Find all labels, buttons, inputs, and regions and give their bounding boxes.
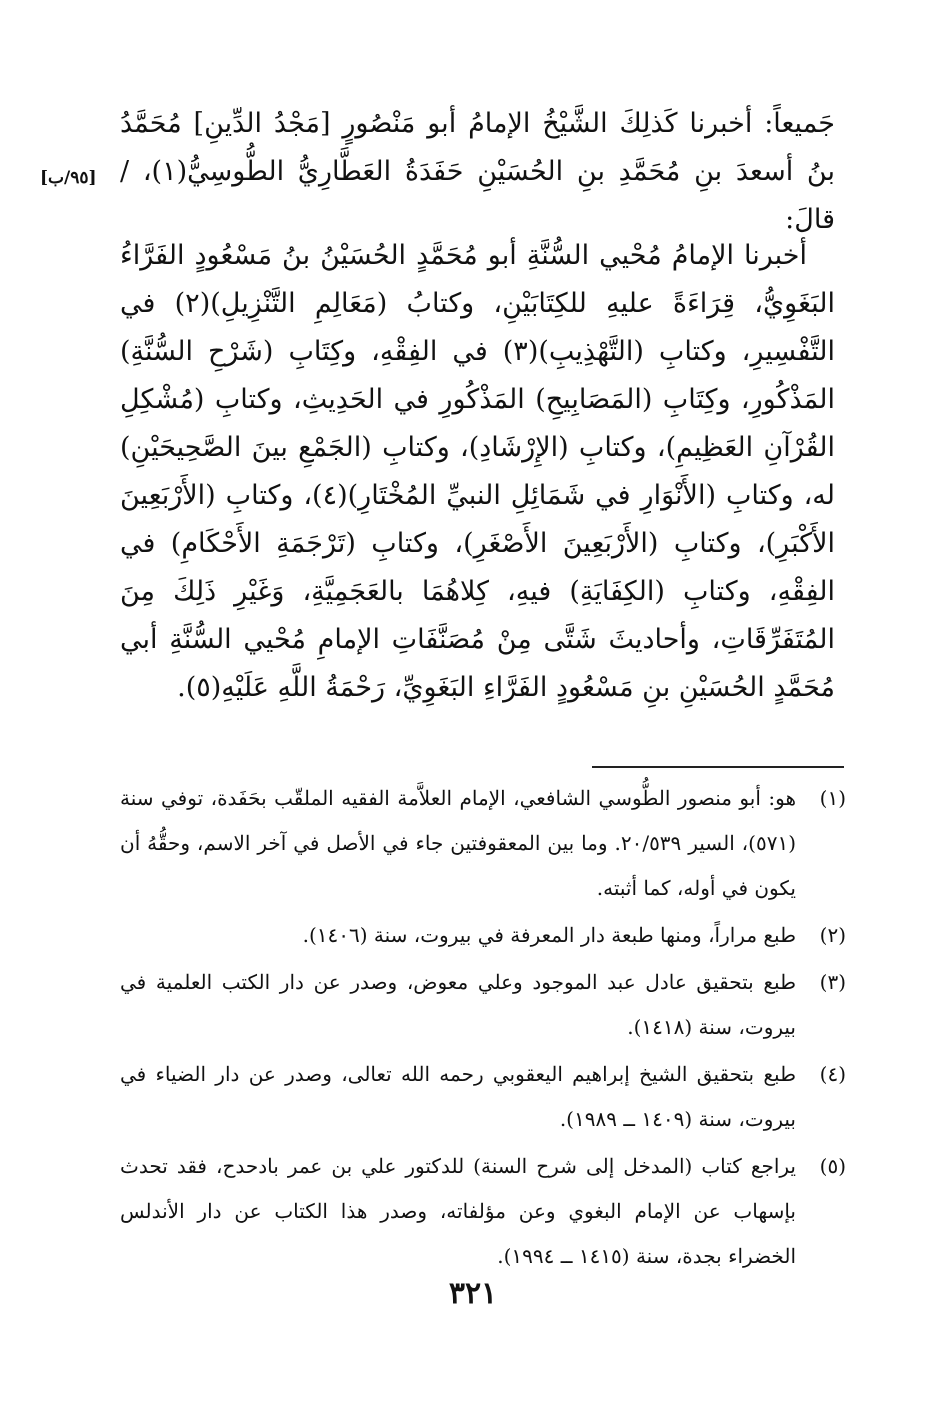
footnotes-list [120, 776, 846, 1281]
footnote-number: (٥) [819, 1154, 846, 1178]
footnote-item [120, 960, 846, 1050]
footnote-text: يراجع كتاب (المدخل إلى شرح السنة) للدكتور علي بن عمر بادحدح، فقد تحدث بإسهاب عن الإمام البغوي وعن مؤلفاته، وصدر هذا الكتاب عن دار الأندلس الخضراء بجدة، سنة (١٤١٥ ــ ١٩٩٤). [120, 1154, 796, 1268]
footnote-number: (٣) [819, 970, 846, 994]
footnote-item [120, 776, 846, 911]
folio-marker: [٩٥/ب] [40, 168, 97, 188]
footnote-text: هو: أبو منصور الطُّوسي الشافعي، الإمام العلاَّمة الفقيه الملقّب بحَفَدة، توفي سنة (٥٧١)، السير ٢٠/٥٣٩. وما بين المعقوفتين جاء في الأصل في آخر الاسم، وحقُّهُ أن يكون في أوله، كما أثبته. [120, 786, 796, 900]
page-number: ٣٢١ [448, 1276, 498, 1311]
main-paragraph-1: جَميعاً: أخبرنا كَذلِكَ الشَّيْخُ الإمامُ أبو مَنْصُورٍ [مَجْدُ الدِّينِ] مُحَمَّدُ بنُ أسعدَ بنِ مُحَمَّدِ بنِ الحُسَيْنِ حَفَدَةُ العَطَّارِيُّ الطُّوسِيُّ(١)، / قالَ: [120, 108, 835, 235]
footnote-item [120, 1052, 846, 1142]
footnote-item [120, 913, 846, 958]
footnote-text: طبع مراراً، ومنها طبعة دار المعرفة في بيروت، سنة (١٤٠٦). [302, 923, 796, 947]
footnote-item [120, 1144, 846, 1279]
footnote-text: طبع بتحقيق عادل عبد الموجود وعلي معوض، وصدر عن دار الكتب العلمية في بيروت، سنة (١٤١٨). [120, 970, 796, 1039]
footnote-number: (٢) [819, 923, 846, 947]
main-paragraph-2: أخبرنا الإمامُ مُحْيي السُّنَّةِ أبو مُحَمَّدٍ الحُسَيْنُ بنُ مَسْعُودٍ الفَرَّاءُ البَغَوِيُّ، قِرَاءَةً عليهِ للكِتَابَيْنِ، وكتابُ (مَعَالِمِ التَّنْزِيلِ)(٢) في التَّفْسِيرِ، وكتابِ (التَّهْذِيبِ)(٣) في الفِقْهِ، وكِتَابِ (شَرْحِ السُّنَّةِ) المَذْكُورِ، وكِتَابِ (المَصَابِيحِ) المَذْكُورِ في الحَدِيثِ، وكتابِ (مُشْكِلِ القُرْآنِ العَظِيمِ)، وكتابِ (الإِرْشَادِ)، وكتابِ (الجَمْعِ بينَ الصَّحِيحَيْنِ) له، وكتابِ (الأَنْوَارِ في شَمَائِلِ النبيِّ المُخْتَارِ)(٤)، وكتابِ (الأَرْبَعِينَ الأَكْبَرِ)، وكتابِ (الأَرْبَعِينَ الأَصْغَرِ)، وكتابِ (تَرْجَمَةِ الأَحْكَامِ) في الفِقْهِ، وكتابِ (الكِفَايَةِ) فيهِ، كِلاهُمَا بالعَجَمِيَّةِ، وَغَيْرِ ذَلِكَ مِنَ المُتَفَرِّقَاتِ، وأحاديثَ شَتَّى مِنْ مُصَنَّفَاتِ الإمامِ مُحْيي السُّنَّةِ أبي مُحَمَّدٍ الحُسَيْنِ بنِ مَسْعُودٍ الفَرَّاءِ البَغَوِيِّ، رَحْمَةُ اللَّهِ عَلَيْهِ(٥). [120, 240, 836, 703]
footnote-number: (١) [819, 786, 846, 810]
footnote-divider [592, 766, 844, 768]
footnote-number: (٤) [819, 1062, 846, 1086]
footnote-text: طبع بتحقيق الشيخ إبراهيم اليعقوبي رحمه الله تعالى، وصدر عن دار الضياء في بيروت، سنة (١٤٠٩ ــ ١٩٨٩). [120, 1062, 796, 1131]
